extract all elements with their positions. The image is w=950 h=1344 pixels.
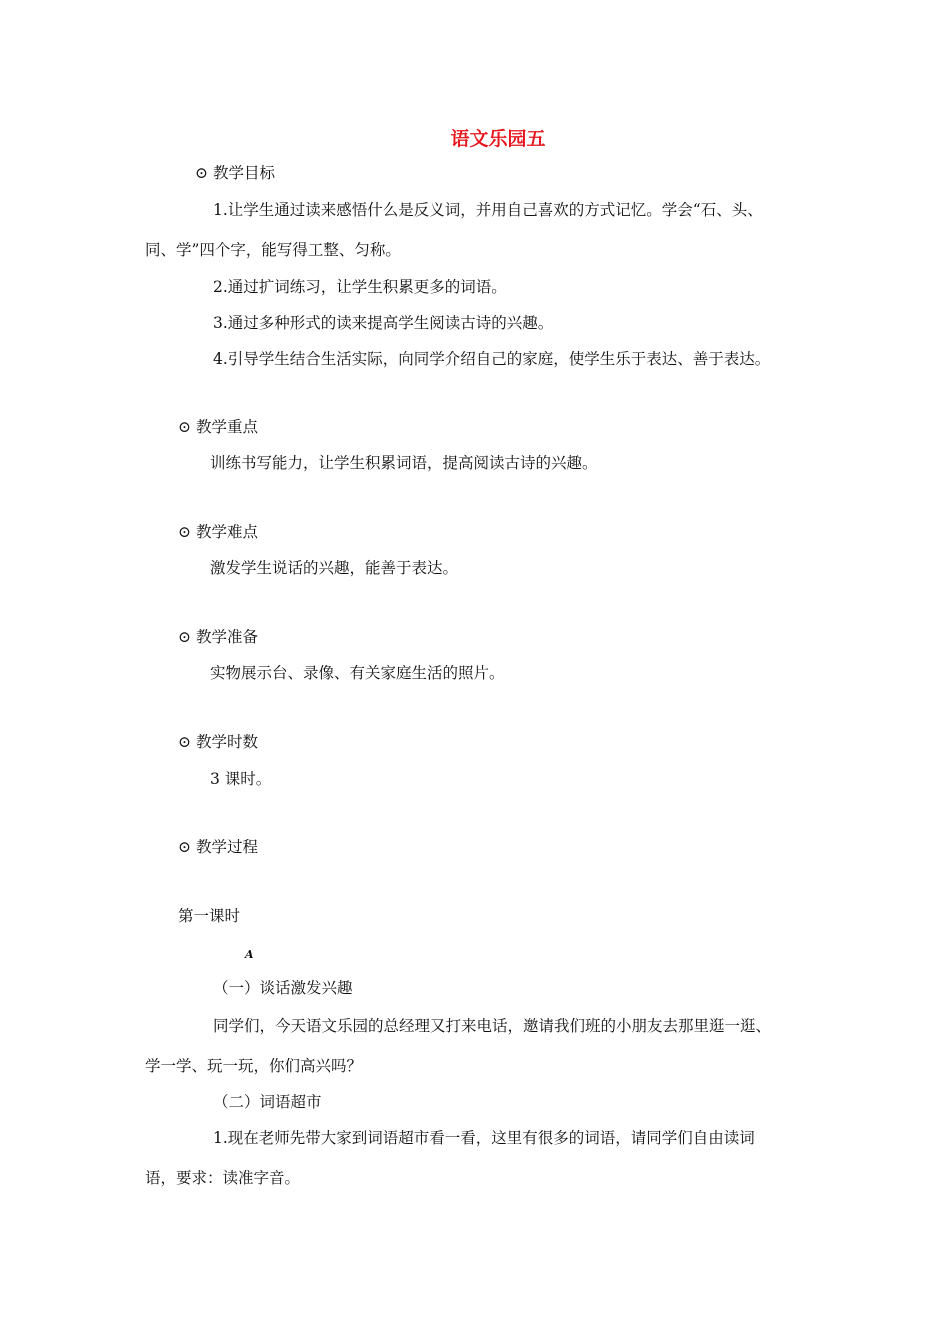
goal-item-3: 3.通过多种形式的读来提高学生阅读古诗的兴趣。 bbox=[213, 314, 554, 332]
section-heading-process bbox=[178, 837, 258, 857]
part-1-line-2: 学一学、玩一玩，你们高兴吗？ bbox=[145, 1057, 363, 1075]
lesson-1-heading: 第一课时 bbox=[178, 907, 241, 925]
goal-item-4: 4.引导学生结合生活实际，向同学介绍自己的家庭，使学生乐于表达、善于表达。 bbox=[213, 350, 771, 368]
heading-text: 教学目标 bbox=[213, 164, 276, 182]
preparation-text: 实物展示台、录像、有关家庭生活的照片。 bbox=[210, 664, 505, 682]
part-1-line-1: 同学们，今天语文乐园的总经理又打来电话，邀请我们班的小朋友去那里逛一逛、 bbox=[213, 1017, 772, 1035]
section-heading-key-points bbox=[178, 417, 258, 437]
part-2-heading: （二）词语超市 bbox=[213, 1093, 322, 1111]
section-heading-hours bbox=[178, 732, 258, 752]
goal-item-2: 2.通过扩词练习，让学生积累更多的词语。 bbox=[213, 278, 507, 296]
heading-text: 教学难点 bbox=[196, 523, 259, 541]
heading-text: 教学重点 bbox=[196, 418, 259, 436]
goal-item-1-line-1: 1.让学生通过读来感悟什么是反义词，并用自己喜欢的方式记忆。学会“石、头、 bbox=[213, 201, 763, 219]
circle-dot-icon: ⊙ bbox=[178, 418, 191, 436]
heading-text: 教学准备 bbox=[196, 628, 259, 646]
lesson-1-marker: A bbox=[245, 948, 254, 961]
section-heading-difficulties bbox=[178, 522, 258, 542]
document-title: 语文乐园五 bbox=[450, 128, 546, 150]
part-2-line-1: 1.现在老师先带大家到词语超市看一看，这里有很多的词语，请同学们自由读词 bbox=[213, 1129, 755, 1147]
key-points-text: 训练书写能力，让学生积累词语，提高阅读古诗的兴趣。 bbox=[210, 454, 598, 472]
circle-dot-icon: ⊙ bbox=[178, 628, 191, 646]
section-heading-goals bbox=[195, 163, 275, 183]
difficulties-text: 激发学生说话的兴趣，能善于表达。 bbox=[210, 559, 459, 577]
part-2-line-2: 语，要求：读准字音。 bbox=[145, 1169, 301, 1187]
circle-dot-icon: ⊙ bbox=[178, 523, 191, 541]
part-1-heading: （一）谈话激发兴趣 bbox=[213, 979, 353, 997]
circle-dot-icon: ⊙ bbox=[195, 164, 208, 182]
circle-dot-icon: ⊙ bbox=[178, 838, 191, 856]
heading-text: 教学过程 bbox=[196, 838, 259, 856]
circle-dot-icon: ⊙ bbox=[178, 733, 191, 751]
hours-text: 3 课时。 bbox=[210, 770, 272, 788]
heading-text: 教学时数 bbox=[196, 733, 259, 751]
goal-item-1-line-2: 同、学”四个字，能写得工整、匀称。 bbox=[145, 241, 401, 259]
section-heading-preparation bbox=[178, 627, 258, 647]
